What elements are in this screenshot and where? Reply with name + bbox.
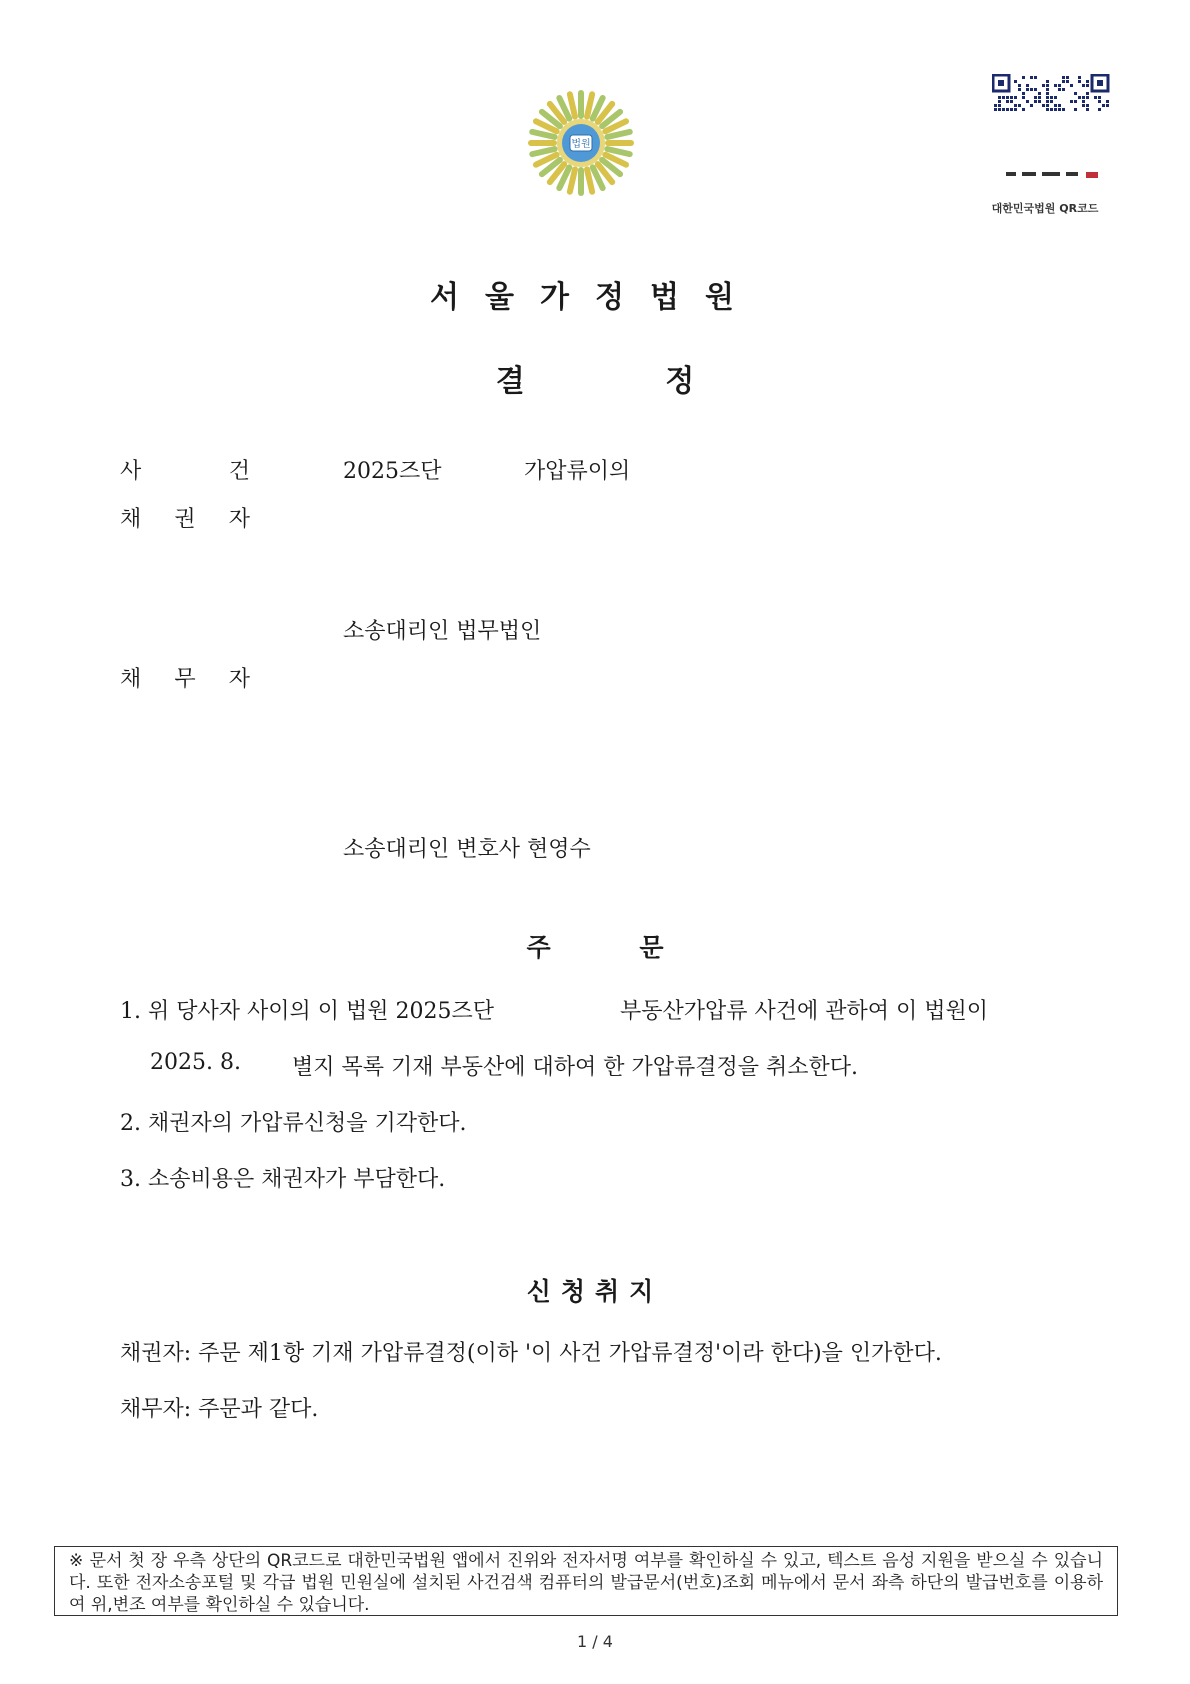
emblem-text: 법원	[571, 139, 591, 150]
case-label: 사 건	[120, 459, 250, 484]
order-line-1d: 별지 목록 기재 부동산에 대하여 한 가압류결정을 취소한다.	[292, 1055, 858, 1080]
case-name: 가압류이의	[524, 459, 631, 484]
verification-notice: ※ 문서 첫 장 우측 상단의 QR코드로 대한민국법원 앱에서 진위와 전자서명 여부를 확인하실 수 있고, 텍스트 음성 지원을 받으실 수 있습니다. 또한 전자소송포털 및 각급 법원 민원실에 설치된 사건검색 컴퓨터의 발급문서(번호)조회 메뉴에서 문서 좌측 하단의 발급번호를 이용하여 위,변조 여부를 확인하실 수 있습니다.	[54, 1546, 1118, 1616]
creditor-agent: 소송대리인 법무법인	[343, 619, 542, 644]
court-emblem-icon	[526, 88, 636, 198]
qr-caption: 대한민국법원 QR코드	[991, 202, 1099, 215]
claim-debtor: 채무자: 주문과 같다.	[120, 1397, 319, 1422]
debtor-label: 채 무 자	[120, 667, 250, 692]
debtor-agent: 소송대리인 변호사 현영수	[343, 837, 591, 862]
order-line-3: 3. 소송비용은 채권자가 부담한다.	[120, 1167, 446, 1192]
order-line-1c: 2025. 8.	[150, 1050, 241, 1075]
court-name: 서울가정법원	[430, 280, 760, 315]
order-line-1b: 부동산가압류 사건에 관하여 이 법원이	[620, 999, 989, 1024]
case-number: 2025즈단	[343, 459, 442, 484]
qr-code-partial-icon	[1000, 170, 1104, 180]
claim-creditor: 채권자: 주문 제1항 기재 가압류결정(이하 '이 사건 가압류결정'이라 한다)을 인가한다.	[120, 1341, 942, 1366]
page-number: 1 / 4	[577, 1632, 613, 1651]
order-title: 주 문	[526, 933, 664, 962]
document-title: 결 정	[495, 364, 695, 399]
qr-code-icon	[992, 74, 1110, 114]
claim-title: 신청취지	[526, 1277, 664, 1306]
order-line-2: 2. 채권자의 가압류신청을 기각한다.	[120, 1111, 467, 1136]
order-line-1a: 1. 위 당사자 사이의 이 법원 2025즈단	[120, 999, 494, 1024]
creditor-label: 채 권 자	[120, 507, 250, 532]
